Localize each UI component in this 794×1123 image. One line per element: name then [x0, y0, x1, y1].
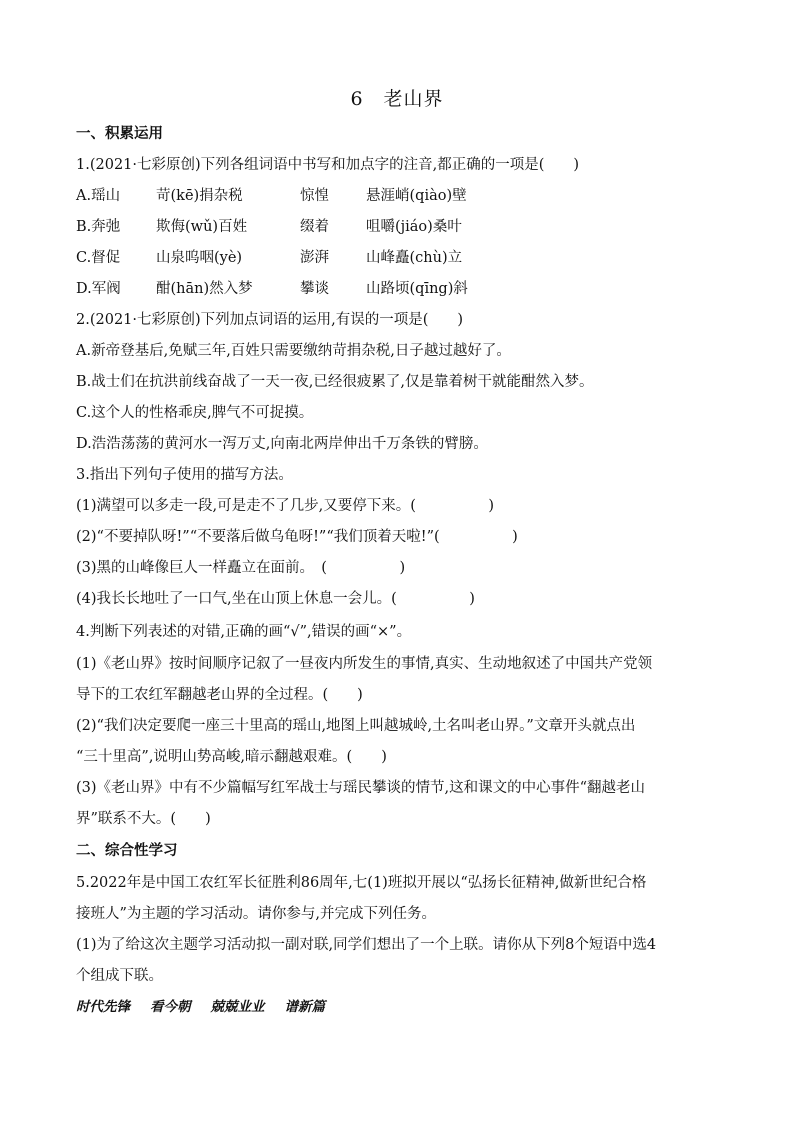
option-word: 山路顷(qīng)斜: [366, 281, 468, 297]
option-word: 酣(hān)然入梦: [156, 281, 253, 297]
question-5-line: 个组成下联。: [76, 968, 163, 984]
option-word: 悬涯峭(qiào)壁: [366, 188, 467, 204]
question-2-stem: 2.(2021·七彩原创)下列加点词语的运用,有误的一项是( ): [76, 312, 464, 328]
question-1-stem: 1.(2021·七彩原创)下列各组词语中书写和加点字的注音,都正确的一项是( ): [76, 157, 580, 173]
option-word: A.瑶山: [76, 188, 121, 204]
question-3-item-1: (1)满望可以多走一段,可是走不了几步,又要停下来。( ): [76, 498, 495, 514]
question-1-option-b: [76, 217, 736, 237]
question-2-option-d: D.浩浩荡荡的黄河水一泻万丈,向南北两岸伸出千万条铁的臂膀。: [76, 436, 488, 452]
option-word: 攀谈: [300, 281, 329, 297]
question-4-line: “三十里高”,说明山势高峻,暗示翻越艰难。( ): [76, 749, 387, 765]
option-word: 山峰矗(chù)立: [366, 250, 463, 266]
question-5-line: 5.2022年是中国工农红军长征胜利86周年,七(1)班拟开展以“弘扬长征精神,做新世纪合格: [76, 875, 647, 891]
phrase: 时代先锋: [76, 999, 130, 1015]
page-title: 6 老山界: [350, 88, 444, 110]
question-4-line: 导下的工农红军翻越老山界的全过程。( ): [76, 687, 363, 703]
question-1-option-a: [76, 186, 736, 206]
question-1-option-d: [76, 279, 736, 299]
option-word: D.军阀: [76, 281, 121, 297]
phrase: 谱新篇: [284, 999, 325, 1015]
question-4-stem: 4.判断下列表述的对错,正确的画“√”,错误的画“×”。: [76, 624, 412, 640]
phrase: 兢兢业业: [210, 999, 265, 1015]
option-word: 山泉呜咽(yè): [156, 250, 243, 266]
option-word: 咀嚼(jiáo)桑叶: [366, 219, 462, 235]
question-3-stem: 3.指出下列句子使用的描写方法。: [76, 467, 293, 483]
question-5-line: 接班人”为主题的学习活动。请你参与,并完成下列任务。: [76, 906, 437, 922]
option-word: B.奔弛: [76, 219, 121, 235]
question-1-option-c: [76, 248, 736, 268]
section-heading-comprehensive: 二、综合性学习: [76, 843, 178, 859]
question-2-option-c: C.这个人的性格乖戾,脾气不可捉摸。: [76, 405, 314, 421]
question-4-line: 界”联系不大。( ): [76, 811, 211, 827]
question-3-item-3: (3)黑的山峰像巨人一样矗立在面前。 ( ): [76, 560, 406, 576]
option-word: C.督促: [76, 250, 121, 266]
option-word: 苛(kē)捐杂税: [156, 188, 243, 204]
question-2-option-b: B.战士们在抗洪前线奋战了一天一夜,已经很疲累了,仅是靠着树干就能酣然入梦。: [76, 374, 594, 390]
question-4-line: (2)“我们决定要爬一座三十里高的瑶山,地图上叫越城岭,土名叫老山界。”文章开头就点出: [76, 718, 636, 734]
option-word: 惊惶: [300, 188, 329, 204]
option-word: 欺侮(wǔ)百姓: [156, 219, 248, 235]
phrase-list: [76, 997, 736, 1017]
option-word: 澎湃: [300, 250, 329, 266]
question-3-item-4: (4)我长长地吐了一口气,坐在山顶上休息一会儿。( ): [76, 591, 475, 607]
section-heading-accumulation: 一、积累运用: [76, 126, 163, 142]
question-2-option-a: A.新帝登基后,免赋三年,百姓只需要缴纳苛捐杂税,日子越过越好了。: [76, 343, 511, 359]
question-4-line: (3)《老山界》中有不少篇幅写红军战士与瑶民攀谈的情节,这和课文的中心事件“翻越老山: [76, 780, 646, 796]
question-4-line: (1)《老山界》按时间顺序记叙了一昼夜内所发生的事情,真实、生动地叙述了中国共产党领: [76, 656, 653, 672]
question-5-line: (1)为了给这次主题学习活动拟一副对联,同学们想出了一个上联。请你从下列8个短语中选4: [76, 937, 657, 953]
phrase: 看今朝: [150, 999, 191, 1015]
question-3-item-2: (2)“不要掉队呀!”“不要落后做乌龟呀!”“我们顶着天啦!”( ): [76, 529, 518, 545]
option-word: 缀着: [300, 219, 329, 235]
